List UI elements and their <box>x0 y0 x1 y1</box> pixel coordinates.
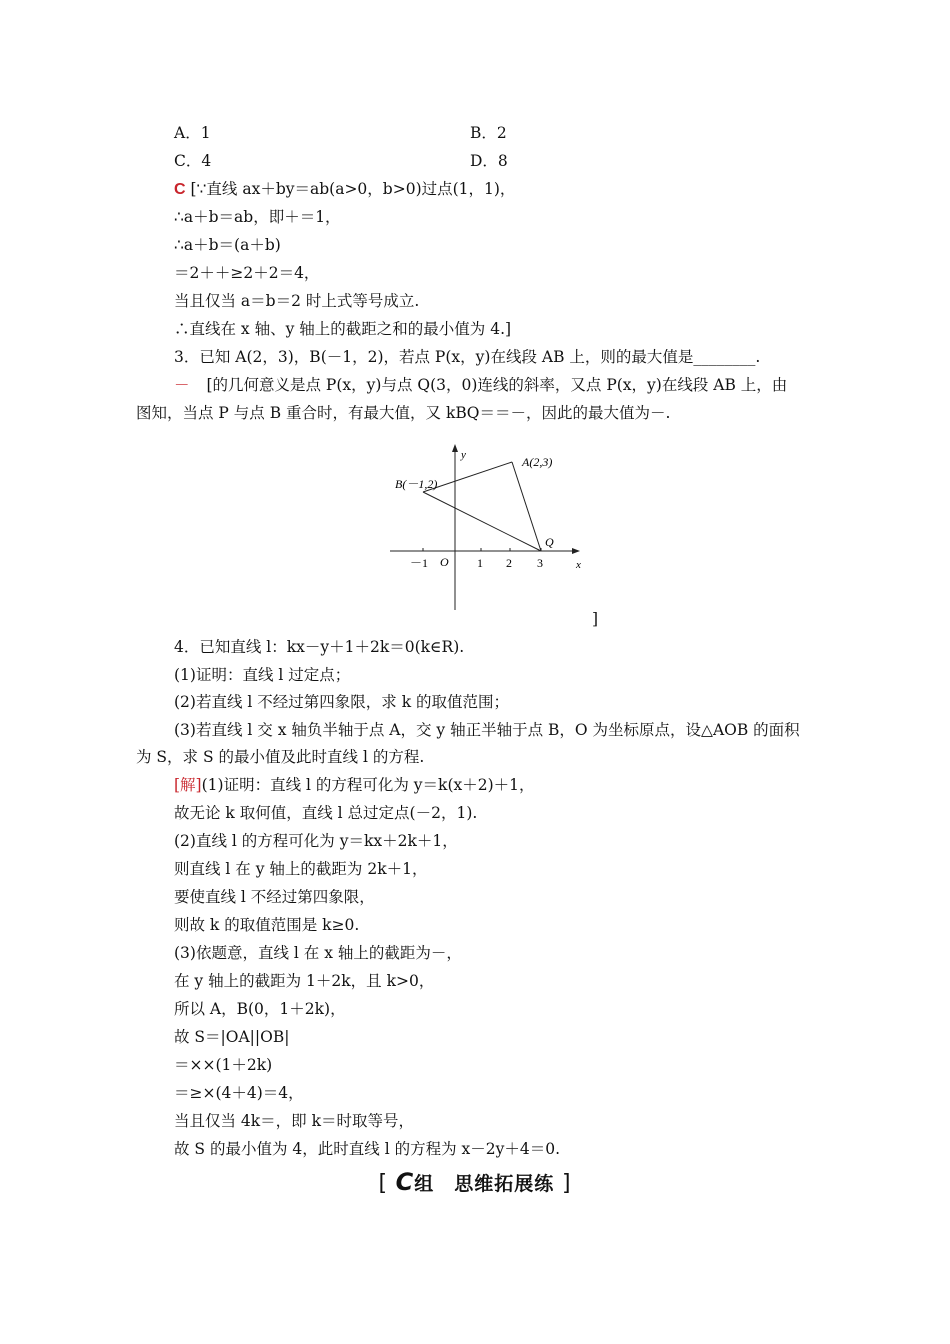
q4-s1: (1)证明：直线 l 的方程可化为 y＝k(x＋2)＋1， <box>201 776 535 794</box>
q2-solution-line4: ＝2＋＋≥2＋2＝4， <box>174 264 320 282</box>
option-d: D．8 <box>470 152 508 170</box>
segment-bq <box>423 492 541 551</box>
label-a: A(2,3) <box>522 455 553 469</box>
section-bracket-close: ] <box>561 1171 572 1196</box>
jie-label: [解] <box>174 776 202 794</box>
q3-answer-dash: － <box>174 376 190 394</box>
q4-stem: 4．已知直线 l：kx－y＋1＋2k＝0(k∈R). <box>174 638 465 656</box>
q2-solution-line6: ∴直线在 x 轴、y 轴上的截距之和的最小值为 4.] <box>174 320 512 338</box>
label-y: y <box>461 449 466 461</box>
q2-solution-line1 <box>174 179 515 200</box>
q4-solution-line10: 故 S＝|OA||OB| <box>174 1028 290 1046</box>
q3-solution-line1 <box>174 375 787 395</box>
q4-solution-line13: 当且仅当 4k＝，即 k＝时取等号， <box>174 1112 415 1130</box>
coordinate-figure <box>380 440 600 612</box>
tick-label-m1: －1 <box>410 556 429 570</box>
q4-solution-line1 <box>174 775 535 795</box>
q2-solution-line2: ∴a＋b＝ab，即＋＝1， <box>174 208 341 226</box>
section-title-text: 组 思维拓展练 <box>414 1173 555 1195</box>
q3-question: 3．已知 A(2，3)，B(－1，2)，若点 P(x，y)在线段 AB 上，则的最大值是________. <box>174 348 761 366</box>
option-c: C．4 <box>174 152 212 170</box>
q4-part2: (2)若直线 l 不经过第四象限，求 k 的取值范围； <box>174 693 510 711</box>
q2-line1-text: [∵直线 ax＋by＝ab(a>0，b>0)过点(1，1)， <box>190 180 516 198</box>
option-b: B．2 <box>470 124 507 142</box>
q4-solution-line7: (3)依题意，直线 l 在 x 轴上的截距为－， <box>174 944 462 962</box>
q4-solution-line2: 故无论 k 取何值，直线 l 总过定点(－2，1). <box>174 804 478 822</box>
q4-solution-line6: 则故 k 的取值范围是 k≥0. <box>174 916 360 934</box>
q4-solution-line11: ＝××(1＋2k) <box>174 1056 273 1074</box>
q4-part3b: 为 S，求 S 的最小值及此时直线 l 的方程. <box>136 748 425 766</box>
label-b: B(－1,2) <box>395 477 438 491</box>
q2-solution-line3: ∴a＋b＝(a＋b) <box>174 236 281 254</box>
section-header <box>0 1168 950 1196</box>
label-q: Q <box>545 535 554 549</box>
q4-solution-line9: 所以 A，B(0，1＋2k)， <box>174 1000 346 1018</box>
tick-label-3: 3 <box>537 556 543 570</box>
q4-solution-line12: ＝≥×(4＋4)＝4， <box>174 1084 304 1102</box>
section-letter: C <box>395 1168 415 1196</box>
x-axis-arrow <box>572 548 580 554</box>
section-bracket-open: [ <box>378 1171 389 1196</box>
section-title <box>378 1168 571 1196</box>
segment-aq <box>512 462 541 551</box>
tick-label-2: 2 <box>506 556 512 570</box>
answer-letter: C <box>174 181 186 198</box>
q4-solution-line14: 故 S 的最小值为 4，此时直线 l 的方程为 x－2y＋4＝0. <box>174 1140 561 1158</box>
q4-solution-line4: 则直线 l 在 y 轴上的截距为 2k＋1， <box>174 860 428 878</box>
q4-solution-line8: 在 y 轴上的截距为 1＋2k，且 k>0， <box>174 972 435 990</box>
tick-label-1: 1 <box>477 556 483 570</box>
option-a: A．1 <box>174 124 211 142</box>
q4-part1: (1)证明：直线 l 过定点； <box>174 666 351 684</box>
q4-solution-line3: (2)直线 l 的方程可化为 y＝kx＋2k＋1， <box>174 832 458 850</box>
q4-part3a: (3)若直线 l 交 x 轴负半轴于点 A，交 y 轴正半轴于点 B，O 为坐标原点，设△AOB 的面积 <box>174 721 800 739</box>
q3-sol-text1: [的几何意义是点 P(x，y)与点 Q(3，0)连线的斜率，又点 P(x，y)在线段 AB 上，由 <box>206 376 788 394</box>
q3-bracket-close: ] <box>592 610 599 628</box>
q4-solution-line5: 要使直线 l 不经过第四象限， <box>174 888 375 906</box>
label-x: x <box>576 559 581 571</box>
y-axis-arrow <box>452 444 458 452</box>
label-o: O <box>440 555 449 569</box>
q3-solution-line2: 图知，当点 P 与点 B 重合时，有最大值，又 kBQ＝＝－，因此的最大值为－. <box>136 404 671 422</box>
q2-solution-line5: 当且仅当 a＝b＝2 时上式等号成立. <box>174 292 420 310</box>
